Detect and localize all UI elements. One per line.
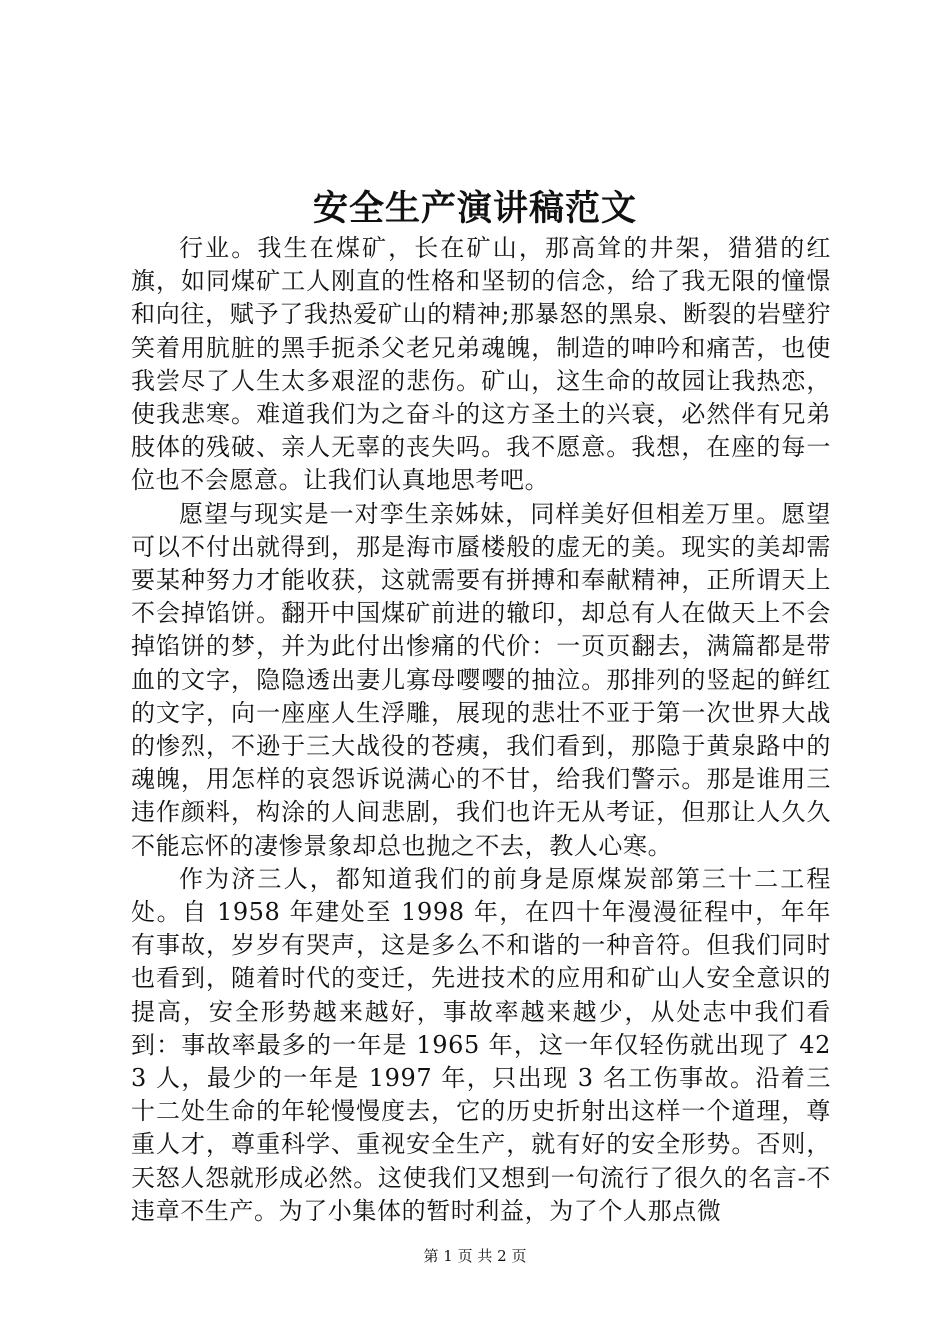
paragraph: 行业。我生在煤矿，长在矿山，那高耸的井架，猎猎的红旗，如同煤矿工人刚直的性格和坚韧的信念，给了我无限的憧憬和向往，赋予了我热爱矿山的精神;那暴怒的黑泉、断裂的岩壁狞笑着用肮脏的黑手扼杀父老兄弟魂魄，制造的呻吟和痛苦，也使我尝尽了人生太多艰涩的悲伤。矿山，这生命的故园让我热恋，使我悲寒。难道我们为之奋斗的这方圣土的兴衰，必然伴有兄弟肢体的残破、亲人无辜的丧失吗。我不愿意。我想，在座的每一位也不会愿意。让我们认真地思考吧。 bbox=[131, 234, 831, 495]
document-title: 安全生产演讲稿范文 bbox=[312, 188, 637, 229]
document-body bbox=[131, 232, 831, 1228]
paragraph: 作为济三人，都知道我们的前身是原煤炭部第三十二工程处。自 1958 年建处至 1998 年，在四十年漫漫征程中，年年有事故，岁岁有哭声，这是多么不和谐的一种音符。但我们同时也看到，随着时代的变迁，先进技术的应用和矿山人安全意识的提高，安全形势越来越好，事故率越来越少，从处志中我们看到：事故率最多的一年是 1965 年，这一年仅轻伤就出现了 423 人，最少的一年是 1997 年，只出现 3 名工伤事故。沿着三十二处生命的年轮慢慢度去，它的历史折射出这样一个道理，尊重人才，尊重科学、重视安全生产，就有好的安全形势。否则，天怒人怨就形成必然。这使我们又想到一句流行了很久的名言-不违章不生产。为了小集体的暂时利益，为了个人那点微 bbox=[131, 864, 831, 1225]
page-footer: 第 1 页 共 2 页 bbox=[423, 1247, 527, 1265]
paragraph: 愿望与现实是一对孪生亲姊妹，同样美好但相差万里。愿望可以不付出就得到，那是海市蜃楼般的虚无的美。现实的美却需要某种努力才能收获，这就需要有拼搏和奉献精神，正所谓天上不会掉馅饼。翻开中国煤矿前进的辙印，却总有人在做天上不会掉馅饼的梦，并为此付出惨痛的代价：一页页翻去，满篇都是带血的文字，隐隐透出妻儿寡母嘤嘤的抽泣。那排列的竖起的鲜红的文字，向一座座人生浮雕，展现的悲壮不亚于第一次世界大战的惨烈，不逊于三大战役的苍痍，我们看到，那隐于黄泉路中的魂魄，用怎样的哀怨诉说满心的不甘，给我们警示。那是谁用三违作颜料，构涂的人间悲剧，我们也许无从考证，但那让人久久不能忘怀的凄惨景象却总也抛之不去，教人心寒。 bbox=[131, 499, 831, 860]
